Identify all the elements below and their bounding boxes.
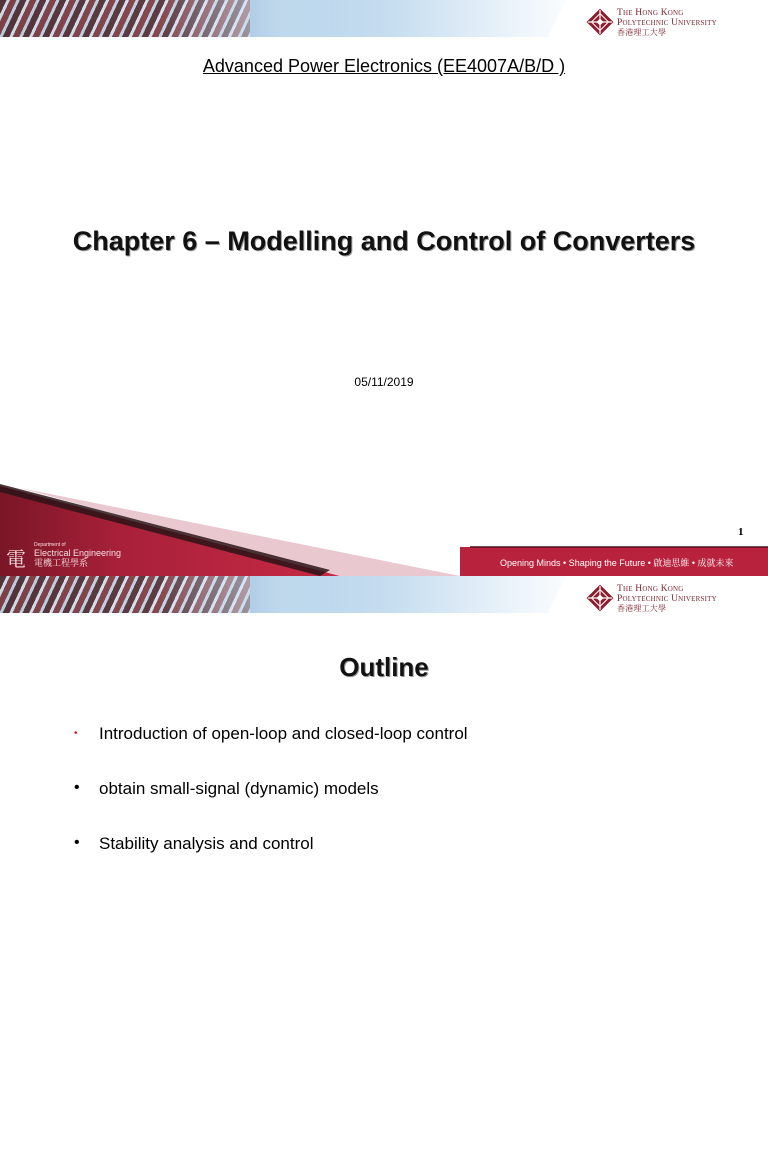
bullet-icon: • [74,779,80,796]
bullet-icon: • [74,728,78,739]
university-name: The Hong Kong Polytechnic University 香港理工大學 [617,8,717,37]
polyu-logo-icon [586,8,614,36]
outline-slide [0,576,768,1152]
bullet-icon: • [74,834,80,851]
university-name: The Hong Kong Polytechnic University 香港理工大學 [617,584,717,613]
university-motto: Opening Minds • Shaping the Future • 啟迪思維 • 成就未來 [500,558,734,568]
list-item: • Stability analysis and control [74,834,314,853]
course-title: Advanced Power Electronics (EE4007A/B/D ) [202,56,566,76]
polyu-logo-icon [586,584,614,612]
page-number: 1 [738,526,744,538]
presentation-date: 05/11/2019 [354,375,414,389]
department-label: Department of Electrical Engineering 電機工程學系 [34,542,122,568]
chapter-title: Chapter 6 – Modelling and Control of Converters [72,226,696,256]
outline-heading: Outline [339,652,429,682]
department-logo-icon: 電 [6,549,26,571]
list-item: • Introduction of open-loop and closed-loop control [74,724,468,743]
list-item: • obtain small-signal (dynamic) models [74,779,379,798]
outline-list [72,724,712,889]
